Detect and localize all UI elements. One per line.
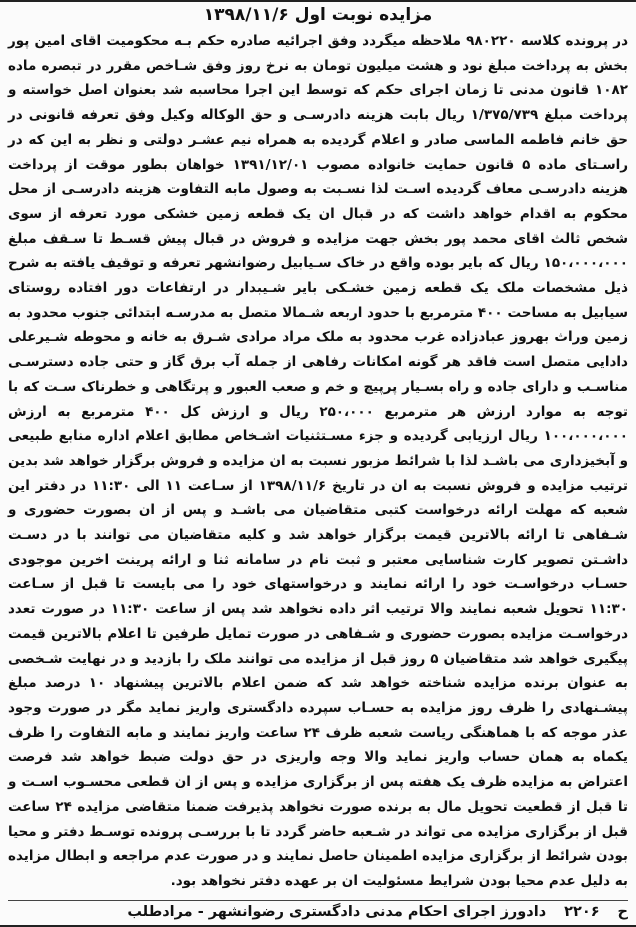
footer-code-letter: ح: [617, 904, 628, 920]
footer-signature: دادورز اجرای احکام مدنی دادگستری رضوانشهر - مرادطلب: [127, 904, 547, 920]
footer-code-number: ۲۲۰۶: [564, 904, 600, 920]
notice-title: مزایده نوبت اول ۱۳۹۸/۱۱/۶: [203, 5, 433, 25]
notice-body: در پرونده کلاسه ۹۸۰۲۲۰ ملاحظه میگردد وفق اجرائیه صادره حکم بـه محکومیت اقای امین پور بخش به پرداخت مبلغ نود و هشت میلیون تومان به نرخ روز وفق شـاخص مقرر در تبصره ماده ۱۰۸۲ قانون مدنی تا زمان اجرای حکم که توسط این اجرا محاسبه شد بعنوان اصل خواسته و پرداخت مبلغ ۱/۳۷۵/۷۳۹ ریال بابت هزینه دادرسـی و حق الوکاله وکیل وفق تعرفه قانونی در حق خانم فاطمه الماسی صادر و اعلام گردیده به همراه نیم عشـر دولتی و نظر به این که در راسـتای ماده ۵ قانون حمایت خانواده مصوب ۱۳۹۱/۱۲/۰۱ خواهان بطور موقت از پرداخت هزینه دادرسـی معاف گردیده اسـت لذا نسـبت به وصول مابه التفاوت هزینه دادرسـی از محل محکوم به اقدام خواهد داشت که در قبال ان یک قطعه زمین خشکی مورد تعرفه از سوی شخص ثالث اقای محمد پور بخش جهت مزایده و فروش در قبال پیش قسـط تا سـقف مبلغ ۱۵۰،۰۰۰،۰۰۰ ریال که بایر بوده واقع در خاک سـیابیل رضوانشهر تعرفه و توقیف یافته به شرح ذیل مشخصات ملک یک قطعه زمین خشـکی بایر شـیبدار در ارتفاعات دور افتاده روستای سیابیل به مساحت ۴۰۰ مترمربع با حدود اربعه شـمالا متصل به مدرسـه ابتدائی جنوب محدود به زمین وراث بهروز عبادزاده غرب محدود به ملک مراد مرادی شـرق به خانه و محوطه شـیرعلی دادایی متصل است فاقد هر گونه امکانات رفاهی از جمله آب برق گاز و حتی جاده دسترسـی مناسـب و دارای جاده و راه بسـیار پرپیچ و خم و صعب العبور و پرتگاهی و خطرناک سـت که با توجه به موارد ارزش هر مترمربع ۲۵۰،۰۰۰ ریال و ارزش کل ۴۰۰ مترمربع به ارزش ۱۰۰،۰۰۰،۰۰۰ ریال ارزیابی گردیده و جزء مسـتثنیات اشـخاص مطابق اعلام اداره منابع طبیعی و آبخیزداری می باشـد لذا با شرائط مزبور نسبت به ان مزایده و فروش برگزار خواهد شد بدین ترتیب مزایده و فروش نسبت به ان در تاریخ ۱۳۹۸/۱۱/۶ از سـاعت ۱۱ الی ۱۱:۳۰ در دفتر این شعبه که مهلت ارائه درخواست کتبی متقاضیان می باشـد و پس از ان بصورت حضوری و شـفاهی تا ارائه بالاترین قیمت برگزار خواهد شد و کلیه متقاضیان می توانند با در دسـت داشـتن تصویر کارت شناسایی معتبر و ثبت نام در سامانه ثنا و ارائه پرینت اخرین موجودی حسـاب درخواسـت خود را ارائه نمایند و درخواستهای خود را می بایست تا قبل از سـاعت ۱۱:۳۰ تحویل شعبه نمایند والا ترتیب اثر داده نخواهد شد پس از ساعت ۱۱:۳۰ در صورت تعدد درخواسـت مزایده بصورت حضوری و شـفاهی در صورت تمایل طرفین تا اعلام بالاترین قیمت پیگیری خواهد شد متقاضیان ۵ روز قبل از مزایده می توانند ملک را بازدید و در نهایت شـخصی به عنوان برنده مزایده شناخته خواهد شد که ضمن اعلام بالاترین پیشنهاد ۱۰ درصد مبلغ پیشـنهادی را ظرف روز مزایده به حسـاب سپرده دادگستری واریز نماید مگر در صورت وجود عذر موجه که با هماهنگی ریاست شعبه ظرف ۲۴ ساعت واریز نمایند و مابه التفاوت را ظرف یکماه به همان حساب واریز نماید والا وجه واریزی در حق دولت ضبط خواهد شد فرصت اعتراض به مزایده ظرف یک هفته پس از برگزاری مزایده و پس از ان قطعی محسـوب اسـت و تا قبل از قطعیت تحویل مال به برنده صورت نخواهد پذیرفت ضمنا متقاضی مزایده ۲۴ ساعت قبل از برگزاری مزایده می تواند در شـعبه حاضر گردد تا با بررسـی پرونده توسـط دفتر و محیا بودن شرائط از برگزاری مزایده اطمینان حاصل نمایند و در صورت عدم مراجعه و ابطال مزایده به دلیل عدم محیا بودن شرایط مسئولیت ان بر عهده دفتر نخواهد بود.: [8, 33, 628, 889]
notice-footer: [8, 900, 628, 923]
